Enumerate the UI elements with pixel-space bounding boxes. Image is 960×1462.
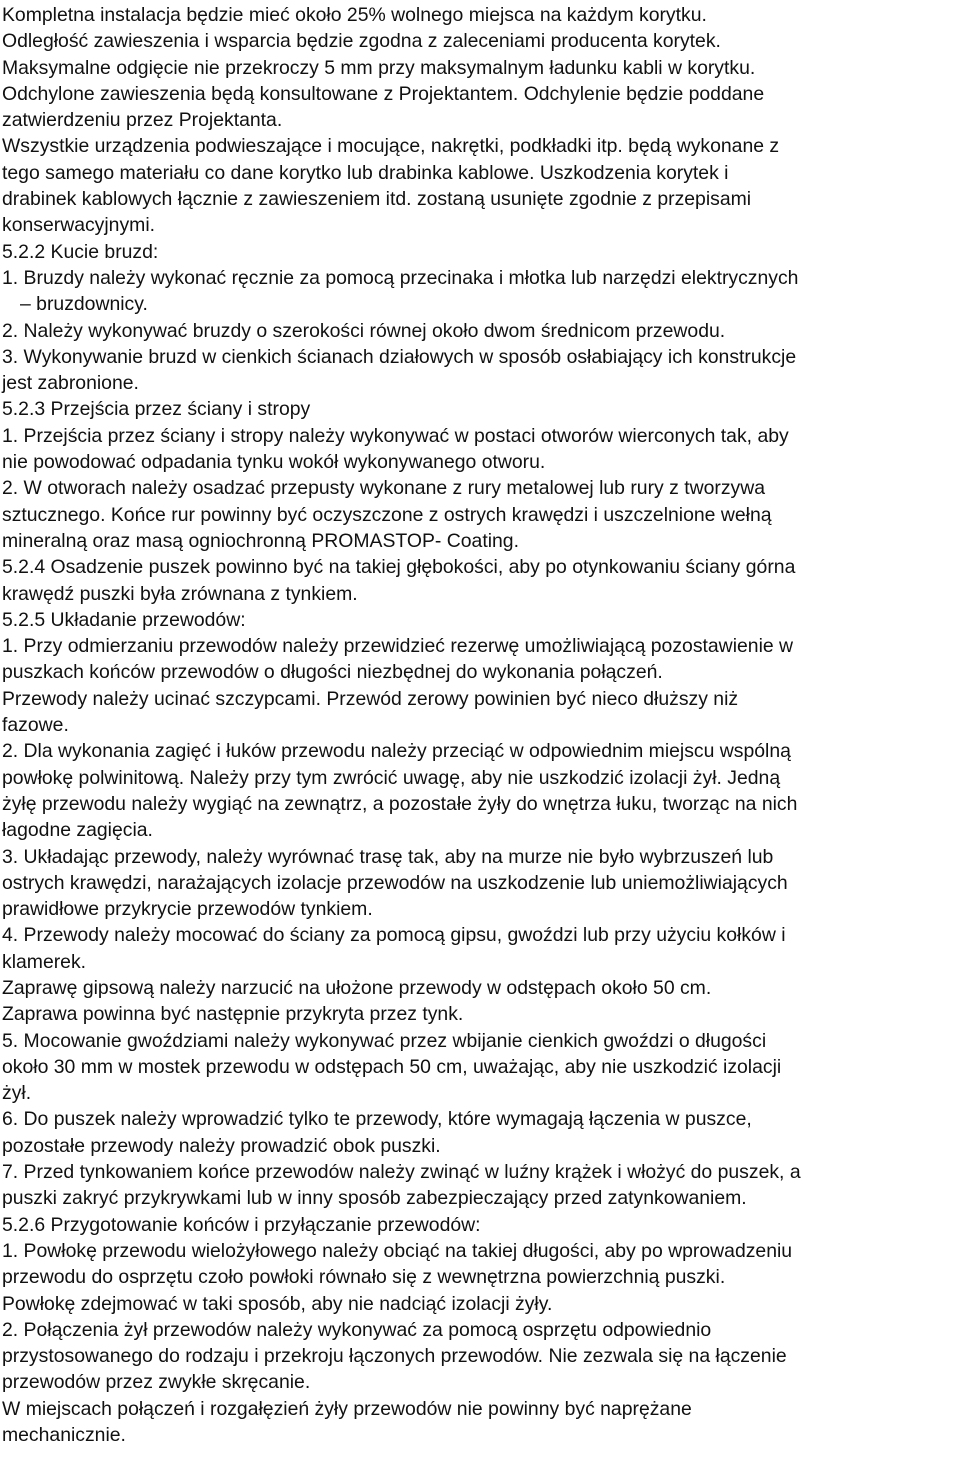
- text-line: 1. Bruzdy należy wykonać ręcznie za pomocą przecinaka i młotka lub narzędzi elektrycznych: [2, 266, 799, 289]
- text-line: mineralną oraz masą ogniochronną PROMASTOP- Coating.: [2, 529, 519, 552]
- text-line: drabinek kablowych łącznie z zawieszeniem itd. zostaną usunięte zgodnie z przepisami: [2, 188, 752, 211]
- text-line: 5.2.2 Kucie bruzd:: [2, 240, 159, 263]
- text-line: 2. Należy wykonywać bruzdy o szerokości równej około dwom średnicom przewodu.: [2, 319, 726, 342]
- text-line: krawędź puszki była zrównana z tynkiem.: [2, 582, 358, 605]
- text-line: Wszystkie urządzenia podwieszające i mocujące, nakrętki, podkładki itp. będą wykonane z: [2, 135, 780, 158]
- text-line: 5. Mocowanie gwoździami należy wykonywać przez wbijanie cienkich gwoździ o długości: [2, 1029, 767, 1052]
- text-line: 5.2.6 Przygotowanie końców i przyłączanie przewodów:: [2, 1213, 481, 1236]
- text-line: 4. Przewody należy mocować do ściany za pomocą gipsu, gwoździ lub przy użyciu kołków i: [2, 924, 786, 947]
- text-line: 5.2.3 Przejścia przez ściany i stropy: [2, 398, 311, 421]
- text-line: 3. Wykonywanie bruzd w cienkich ścianach działowych w sposób osłabiający ich konstrukcje: [2, 345, 797, 368]
- text-line: 3. Układając przewody, należy wyrównać trasę tak, aby na murze nie było wybrzuszeń lub: [2, 845, 774, 868]
- text-line: około 30 mm w mostek przewodu w odstępach 50 cm, uważając, aby nie uszkodzić izolacji: [2, 1055, 782, 1078]
- text-line: powłokę polwinitową. Należy przy tym zwrócić uwagę, aby nie uszkodzić izolacji żył. Jedną: [2, 766, 781, 789]
- text-line: 6. Do puszek należy wprowadzić tylko te przewody, które wymagają łączenia w puszce,: [2, 1108, 752, 1131]
- text-line: Powłokę zdejmować w taki sposób, aby nie nadciąć izolacji żyły.: [2, 1292, 553, 1315]
- text-line: nie powodować odpadania tynku wokół wykonywanego otworu.: [2, 451, 546, 474]
- text-line: sztucznego. Końce rur powinny być oczyszczone z ostrych krawędzi i uszczelnione wełną: [2, 503, 772, 526]
- text-line: Przewody należy ucinać szczypcami. Przewód zerowy powinien być nieco dłuższy niż: [2, 687, 739, 710]
- text-line: mechanicznie.: [2, 1424, 126, 1447]
- text-line: klamerek.: [2, 950, 87, 973]
- text-line: 2. Połączenia żył przewodów należy wykonywać za pomocą osprzętu odpowiednio: [2, 1318, 712, 1341]
- text-line: Maksymalne odgięcie nie przekroczy 5 mm przy maksymalnym ładunku kabli w korytku.: [2, 56, 756, 79]
- text-line: puszkach końców przewodów o długości niezbędnej do wykonania połączeń.: [2, 661, 663, 684]
- text-line: prawidłowe przykrycie przewodów tynkiem.: [2, 898, 373, 921]
- text-line: przewodu do osprzętu czoło powłoki równało się z wewnętrzna powierzchnią puszki.: [2, 1266, 726, 1289]
- text-line: Zaprawa powinna być następnie przykryta przez tynk.: [2, 1003, 464, 1026]
- text-line: Odległość zawieszenia i wsparcia będzie zgodna z zaleceniami producenta korytek.: [2, 30, 721, 53]
- text-line: żyłę przewodu należy wygiąć na zewnątrz, a pozostałe żyły do wnętrza łuku, tworząc na nich: [2, 792, 798, 815]
- text-line: konserwacyjnymi.: [2, 214, 156, 237]
- text-line: 1. Przy odmierzaniu przewodów należy przewidzieć rezerwę umożliwiającą pozostawienie w: [2, 635, 794, 658]
- text-line: W miejscach połączeń i rozgałęzień żyły przewodów nie powinny być naprężane: [2, 1397, 692, 1420]
- text-line: puszki zakryć przykrywkami lub w inny sposób zabezpieczający przed zatynkowaniem.: [2, 1187, 747, 1210]
- text-line: Zaprawę gipsową należy narzucić na ułożone przewody w odstępach około 50 cm.: [2, 976, 712, 999]
- text-line: 5.2.5 Układanie przewodów:: [2, 608, 246, 631]
- text-line: tego samego materiału co dane korytko lub drabinka kablowe. Uszkodzenia korytek i: [2, 161, 729, 184]
- text-line: jest zabronione.: [2, 372, 139, 395]
- text-line: 1. Powłokę przewodu wielożyłowego należy obciąć na takiej długości, aby po wprowadzeniu: [2, 1239, 793, 1262]
- text-line: przewodów przez zwykłe skręcanie.: [2, 1371, 311, 1394]
- text-line: 2. Dla wykonania zagięć i łuków przewodu należy przeciąć w odpowiednim miejscu wspólną: [2, 740, 791, 763]
- text-line: pozostałe przewody należy prowadzić obok puszki.: [2, 1134, 441, 1157]
- text-line: Kompletna instalacja będzie mieć około 25% wolnego miejsca na każdym korytku.: [2, 4, 707, 26]
- text-line: – bruzdownicy.: [20, 293, 148, 316]
- text-line: fazowe.: [2, 714, 69, 737]
- text-line: 7. Przed tynkowaniem końce przewodów należy zwinąć w luźny krążek i włożyć do puszek, a: [2, 1161, 801, 1184]
- text-line: 5.2.4 Osadzenie puszek powinno być na takiej głębokości, aby po otynkowaniu ściany górna: [2, 556, 796, 579]
- text-line: Odchylone zawieszenia będą konsultowane z Projektantem. Odchylenie będzie poddane: [2, 82, 765, 105]
- text-line: żył.: [2, 1082, 32, 1105]
- text-line: zatwierdzeniu przez Projektanta.: [2, 109, 283, 132]
- text-line: ostrych krawędzi, narażających izolacje przewodów na uszkodzenie lub uniemożliwiających: [2, 871, 788, 894]
- text-line: łagodne zagięcia.: [2, 819, 153, 842]
- text-line: 1. Przejścia przez ściany i stropy należy wykonywać w postaci otworów wierconych tak, aby: [2, 424, 789, 447]
- text-line: 2. W otworach należy osadzać przepusty wykonane z rury metalowej lub rury z tworzywa: [2, 477, 766, 500]
- text-line: przystosowanego do rodzaju i przekroju łączonych przewodów. Nie zezwala się na łączenie: [2, 1345, 787, 1368]
